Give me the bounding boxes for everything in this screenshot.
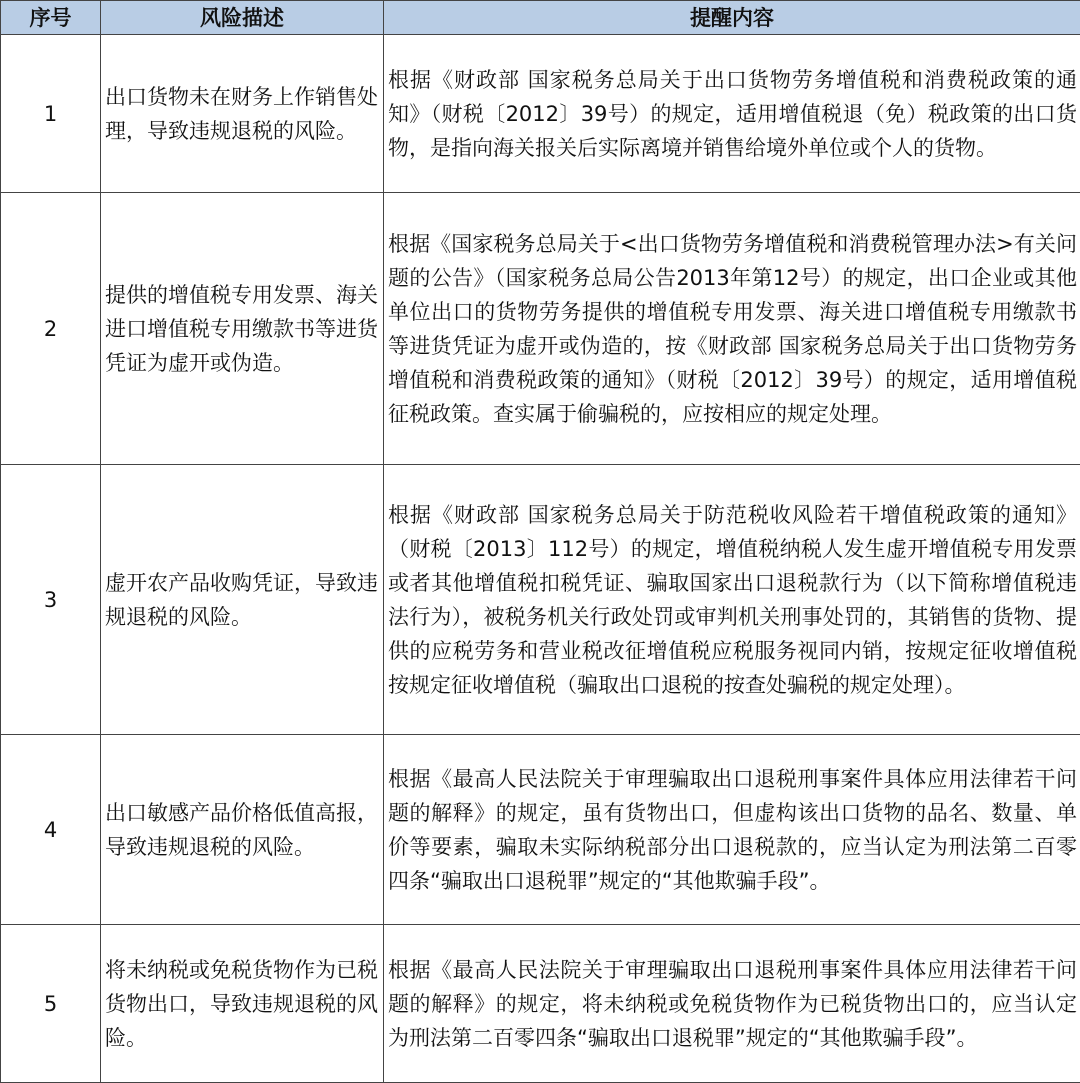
header-reminder: 提醒内容 bbox=[384, 1, 1080, 35]
header-row bbox=[1, 1, 1080, 35]
row-number: 3 bbox=[1, 465, 101, 735]
header-no: 序号 bbox=[1, 1, 101, 35]
reminder-text: 根据《财政部 国家税务总局关于出口货物劳务增值税和消费税政策的通知》（财税〔2012〕39号）的规定，适用增值税退（免）税政策的出口货物，是指向海关报关后实际离境并销售给境外单位或个人的货物。 bbox=[388, 67, 1077, 160]
risk-description: 将未纳税或免税货物作为已税货物出口，导致违规退税的风险。 bbox=[101, 925, 384, 1083]
table-row bbox=[1, 193, 1080, 465]
reminder-text: 根据《财政部 国家税务总局关于防范税收风险若干增值税政策的通知》（财税〔2013〕112号）的规定，增值税纳税人发生虚开增值税专用发票或者其他增值税扣税凭证、骗取国家出口退税款行为（以下简称增值税违法行为），被税务机关行政处罚或审判机关刑事处罚的，其销售的货物、提供的应税劳务和营业税改征增值税应税服务视同内销，按规定征收增值税按规定征收增值税（骗取出口退税的按查处骗税的规定处理）。 bbox=[388, 502, 1077, 697]
row-number: 1 bbox=[1, 35, 101, 193]
risk-description: 出口货物未在财务上作销售处理，导致违规退税的风险。 bbox=[101, 35, 384, 193]
row-number: 2 bbox=[1, 193, 101, 465]
table-row bbox=[1, 465, 1080, 735]
reminder-text: 根据《最高人民法院关于审理骗取出口退税刑事案件具体应用法律若干问题的解释》的规定，将未纳税或免税货物作为已税货物出口的，应当认定为刑法第二百零四条“骗取出口退税罪”规定的“其他欺骗手段”。 bbox=[388, 957, 1077, 1050]
risk-description: 虚开农产品收购凭证，导致违规退税的风险。 bbox=[101, 465, 384, 735]
reminder-content bbox=[384, 465, 1080, 735]
row-number: 5 bbox=[1, 925, 101, 1083]
risk-description: 提供的增值税专用发票、海关进口增值税专用缴款书等进货凭证为虚开或伪造。 bbox=[101, 193, 384, 465]
risk-description: 出口敏感产品价格低值高报，导致违规退税的风险。 bbox=[101, 735, 384, 925]
reminder-text: 根据《国家税务总局关于<出口货物劳务增值税和消费税管理办法>有关问题的公告》（国家税务总局公告2013年第12号）的规定，出口企业或其他单位出口的货物劳务提供的增值税专用发票、海关进口增值税专用缴款书等进货凭证为虚开或伪造的，按《财政部 国家税务总局关于出口货物劳务增值税和消费税政策的通知》（财税〔2012〕39号）的规定，适用增值税征税政策。查实属于偷骗税的，应按相应的规定处理。 bbox=[388, 231, 1077, 426]
reminder-text: 根据《最高人民法院关于审理骗取出口退税刑事案件具体应用法律若干问题的解释》的规定，虽有货物出口，但虚构该出口货物的品名、数量、单价等要素，骗取未实际纳税部分出口退税款的，应当认定为刑法第二百零四条“骗取出口退税罪”规定的“其他欺骗手段”。 bbox=[388, 766, 1077, 893]
row-number: 4 bbox=[1, 735, 101, 925]
reminder-content bbox=[384, 35, 1080, 193]
reminder-content bbox=[384, 735, 1080, 925]
table-row bbox=[1, 925, 1080, 1083]
table-row bbox=[1, 735, 1080, 925]
reminder-content bbox=[384, 193, 1080, 465]
reminder-content bbox=[384, 925, 1080, 1083]
header-risk: 风险描述 bbox=[101, 1, 384, 35]
table-row bbox=[1, 35, 1080, 193]
